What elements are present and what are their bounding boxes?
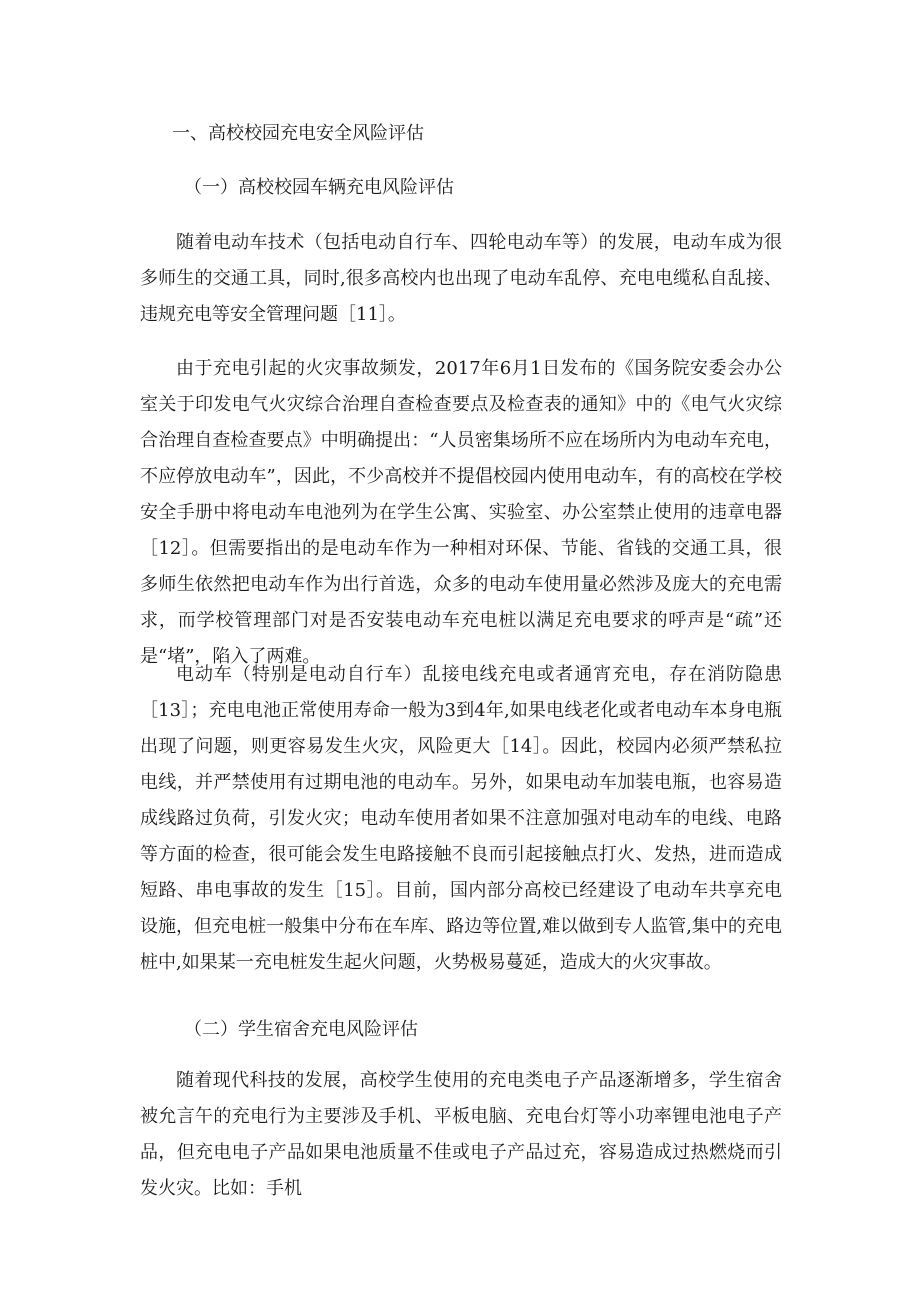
subsection-heading-dormitory-charging: （二）学生宿舍充电风险评估 <box>184 1019 418 1040</box>
paragraph: 由于充电引起的火灾事故频发，2017年6月1日发布的《国务院安委会办公室关于印发电气火灾综合治理自查检查要点及检查表的通知》中的《电气火灾综合治理自查检查要点》中明确提出：“人员密集场所不应在场所内为电动车充电，不应停放电动车”，因此，不少高校并不提倡校园内使用电动车，有的高校在学校安全手册中将电动车电池列为在学生公寓、实验室、办公室禁止使用的违章电器［12］。但需要指出的是电动车作为一种相对环保、节能、省钱的交通工具，很多师生依然把电动车作为出行首选，众多的电动车使用量必然涉及庞大的充电需求，而学校管理部门对是否安装电动车充电桩以满足充电要求的呼声是“疏”还是“堵”，陷入了两难。 <box>140 358 782 667</box>
paragraph: 电动车（特别是电动自行车）乱接电线充电或者通宵充电，存在消防隐患［13］；充电电池正常使用寿命一般为3到4年,如果电线老化或者电动车本身电瓶出现了问题，则更容易发生火灾，风险更大［14］。因此，校园内必须严禁私拉电线，并严禁使用有过期电池的电动车。另外，如果电动车加装电瓶，也容易造成线路过负荷，引发火灾；电动车使用者如果不注意加强对电动车的电线、电路等方面的检查，很可能会发生电路接触不良而引起接触点打火、发热，进而造成短路、串电事故的发生［15］。目前，国内部分高校已经建设了电动车共享充电设施，但充电桩一般集中分布在车库、路边等位置,难以做到专人监管,集中的充电桩中,如果某一充电桩发生起火问题，火势极易蔓延，造成大的火灾事故。 <box>140 664 782 973</box>
subsection-heading-vehicle-charging: （一）高校校园车辆充电风险评估 <box>184 177 454 198</box>
paragraph: 随着电动车技术（包括电动自行车、四轮电动车等）的发展，电动车成为很多师生的交通工具，同时,很多高校内也出现了电动车乱停、充电电缆私自乱接、违规充电等安全管理问题［11］。 <box>140 232 782 325</box>
section-heading: 一、高校校园充电安全风险评估 <box>172 123 424 144</box>
paragraph: 随着现代科技的发展，高校学生使用的充电类电子产品逐渐增多，学生宿舍被允言午的充电行为主要涉及手机、平板电脑、充电台灯等小功率锂电池电子产品，但充电电子产品如果电池质量不佳或电子产品过充，容易造成过热燃烧而引发火灾。比如：手机 <box>140 1070 782 1199</box>
